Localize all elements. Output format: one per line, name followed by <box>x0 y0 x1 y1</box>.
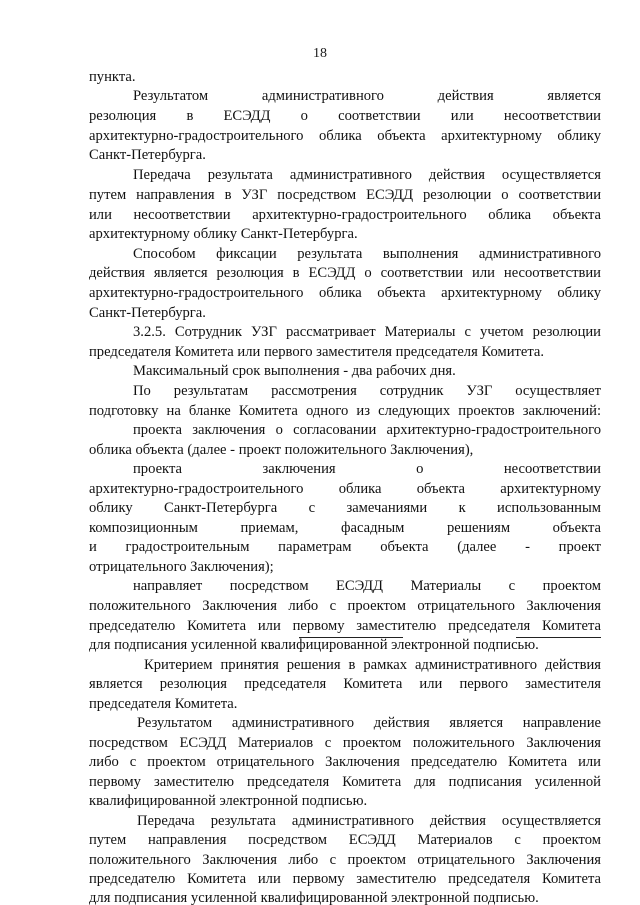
text-line: проекта заключения о несоответствии <box>133 461 601 477</box>
text-line: архитектурно-градостроительного облика объекта архитектурному <box>89 481 601 497</box>
text-line: архитектурному облику Санкт-Петербурга. <box>89 226 358 242</box>
text-line: Способом фиксации результата выполнения административного <box>133 246 601 262</box>
text-line: председателю Комитета или первому заместителю председателя Комитета <box>89 618 601 634</box>
text-line: облику Санкт-Петербурга с замечаниями к использованным <box>89 500 601 516</box>
text-line: первому заместителю председателя Комитета для подписания усиленной <box>89 774 601 790</box>
text-line: 3.2.5. Сотрудник УЗГ рассматривает Материалы с учетом резолюции <box>133 324 601 340</box>
text-line: квалифицированной электронной подписью. <box>89 793 368 809</box>
text-line: председателю Комитета или первому заместителю председателя Комитета <box>89 871 601 887</box>
text-line: направляет посредством ЕСЭДД Материалы с проектом <box>133 578 601 594</box>
text-line: архитектурно-градостроительного облика объекта архитектурному облику <box>89 128 601 144</box>
text-line: архитектурно-градостроительного облика объекта архитектурному облику <box>89 285 601 301</box>
text-line: положительного Заключения либо с проектом отрицательного Заключения <box>89 852 601 868</box>
text-line: подготовку на бланке Комитета одного из следующих проектов заключений: <box>89 403 601 419</box>
text-line: председателя Комитета. <box>89 696 238 712</box>
text-line: путем направления посредством ЕСЭДД Материалов с проектом <box>89 832 601 848</box>
text-line: посредством ЕСЭДД Материалов с проектом положительного Заключения <box>89 735 601 751</box>
text-line: путем направления в УЗГ посредством ЕСЭДД резолюции о соответствии <box>89 187 601 203</box>
text-line: Результатом административного действия является направление <box>137 715 601 731</box>
text-line: Санкт-Петербурга. <box>89 147 206 163</box>
text-line: пункта. <box>89 69 136 85</box>
text-line: Передача результата административного действия осуществляется <box>133 167 601 183</box>
text-line: композиционным приемам, фасадным решениям объекта <box>89 520 601 536</box>
text-line: По результатам рассмотрения сотрудник УЗГ осуществляет <box>133 383 601 399</box>
text-line: Результатом административного действия является <box>133 88 601 104</box>
text-line: проекта заключения о согласовании архитектурно-градостроительного <box>133 422 601 438</box>
text-line: Передача результата административного действия осуществляется <box>137 813 601 829</box>
page-number: 18 <box>313 46 327 61</box>
text-line: либо с проектом отрицательного Заключения председателю Комитета или <box>89 754 601 770</box>
text-line: положительного Заключения либо с проектом отрицательного Заключения <box>89 598 601 614</box>
text-line: Санкт-Петербурга. <box>89 305 206 321</box>
text-line: для подписания усиленной квалифицированной электронной подписью. <box>89 637 539 653</box>
text-line: и градостроительным параметрам объекта (далее - проект <box>89 539 601 555</box>
text-line: Критерием принятия решения в рамках административного действия <box>144 657 601 673</box>
text-line: действия является резолюция в ЕСЭДД о соответствии или несоответствии <box>89 265 601 281</box>
text-line: или несоответствии архитектурно-градостроительного облика объекта <box>89 207 601 223</box>
text-line: является резолюция председателя Комитета или первого заместителя <box>89 676 601 692</box>
separator-line <box>299 637 403 638</box>
text-line: облика объекта (далее - проект положительного Заключения), <box>89 442 474 458</box>
separator-line <box>516 637 601 638</box>
text-line: резолюция в ЕСЭДД о соответствии или несоответствии <box>89 108 601 124</box>
text-line: председателя Комитета или первого заместителя председателя Комитета. <box>89 344 545 360</box>
text-line: Максимальный срок выполнения - два рабочих дня. <box>133 363 456 379</box>
text-line: отрицательного Заключения); <box>89 559 274 575</box>
text-line: для подписания усиленной квалифицированной электронной подписью. <box>89 890 539 905</box>
